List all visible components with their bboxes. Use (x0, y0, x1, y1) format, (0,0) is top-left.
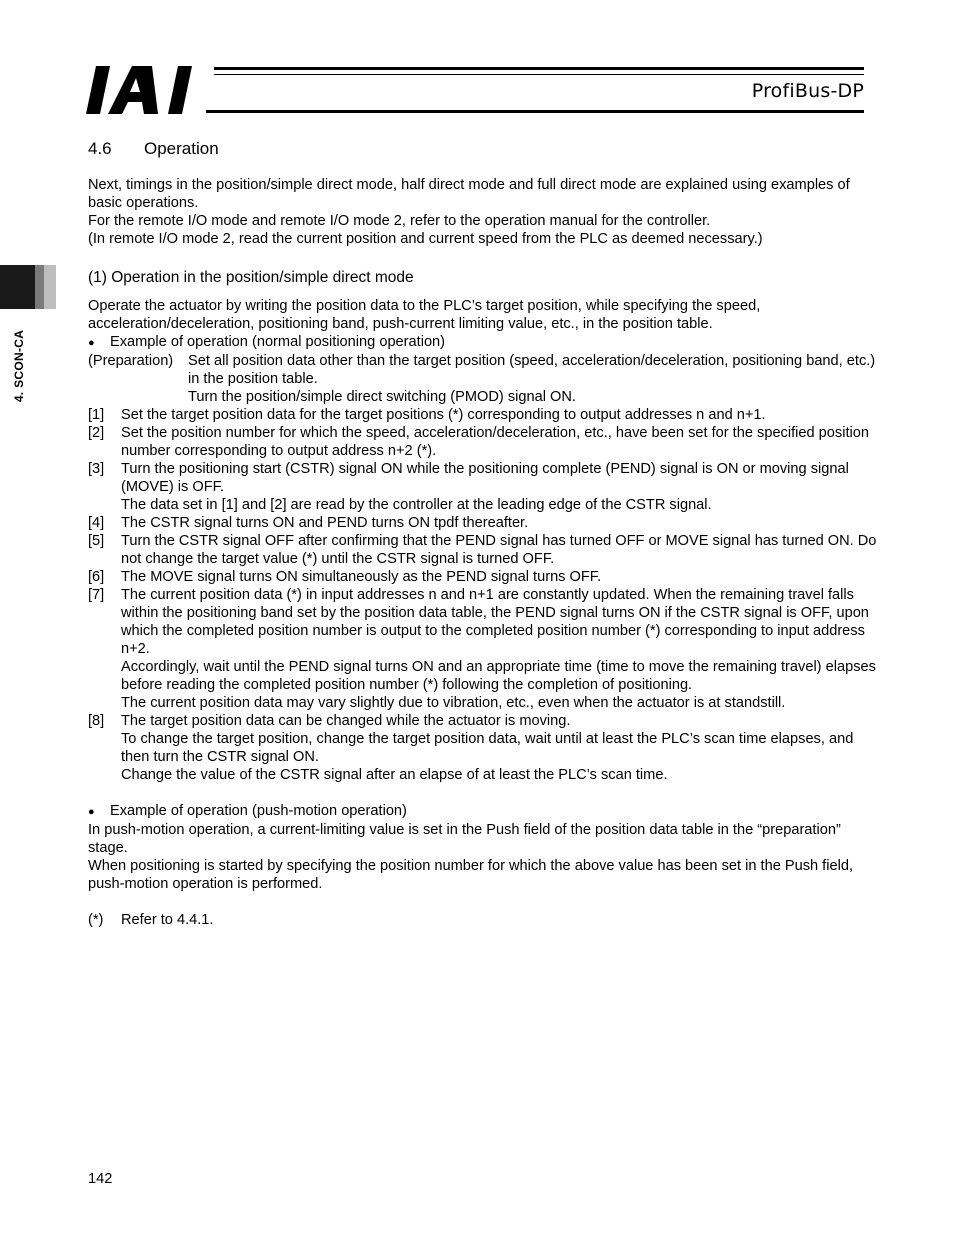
step-item: [7] The current position data (*) in input addresses n and n+1 are constantly updated. When the remaining travel falls within the positioning band set by the position data table, the PEND signal turns ON if the CSTR signal is OFF, upon which the completed position number is output to the completed position number (*) corresponding to input address n+2. Accordingly, wait until the PEND signal turns ON and an appropriate time (time to move the remaining travel) elapses before reading the completed position number (*) following the completion of positioning. The current position data may vary slightly due to vibration, etc., even when the actuator is at standstill. (88, 587, 876, 711)
step-item: [2] Set the position number for which the speed, acceleration/deceleration, etc., have been set for the specified position number corresponding to output address n+2 (*). (88, 425, 869, 459)
side-tab-marker-light (44, 265, 56, 309)
header-rule-top (214, 67, 864, 70)
section-title: Operation (144, 139, 219, 158)
footnote: (*) Refer to 4.4.1. (88, 912, 214, 928)
chapter-side-label: 4. SCON-CA (12, 329, 26, 403)
section-heading (88, 139, 219, 159)
preparation-label: (Preparation) (88, 353, 174, 369)
intro-paragraph-1: Next, timings in the position/simple direct mode, half direct mode and full direct mode are explained using examples of basic operations. (88, 177, 850, 211)
bullet-normal-positioning: ● Example of operation (normal positioning operation) (88, 333, 878, 352)
page-body (88, 176, 878, 929)
push-paragraph-2: When positioning is started by specifying the position number for which the above value has been set in the Push field, push-motion operation is performed. (88, 858, 854, 892)
intro-paragraph-2: For the remote I/O mode and remote I/O mode 2, refer to the operation manual for the controller. (88, 213, 711, 229)
iai-logo (86, 66, 206, 114)
step-item: [8] The target position data can be changed while the actuator is moving. To change the target position, change the target position data, wait until at least the PLC’s scan time elapses, and then turn the CSTR signal ON. Change the value of the CSTR signal after an elapse of at least the PLC’s scan time. (88, 713, 854, 783)
intro-paragraph-3: (In remote I/O mode 2, read the current position and current speed from the PLC as deemed necessary.) (88, 231, 763, 247)
bullet-push-motion: ● Example of operation (push-motion operation) (88, 802, 878, 821)
subsection-paragraph: Operate the actuator by writing the position data to the PLC’s target position, while specifying the speed, acceleration/deceleration, positioning band, push-current limiting value, etc., in the position table. (88, 298, 761, 332)
header-rule-bottom (206, 110, 864, 113)
preparation-block (88, 352, 878, 406)
push-paragraph-1: In push-motion operation, a current-limiting value is set in the Push field of the position data table in the “preparation” stage. (88, 822, 841, 856)
product-name: ProfiBus-DP (751, 80, 864, 102)
subsection-title: (1) Operation in the position/simple direct mode (88, 269, 414, 286)
step-item: [4] The CSTR signal turns ON and PEND turns ON tpdf thereafter. (88, 515, 529, 531)
step-item: [3] Turn the positioning start (CSTR) signal ON while the positioning complete (PEND) signal is ON or moving signal (MOVE) is OFF. The data set in [1] and [2] are read by the controller at the leading edge of the CSTR signal. (88, 461, 849, 513)
preparation-text: Set all position data other than the target position (speed, acceleration/deceleration, positioning band, etc.) in the position table. Turn the position/simple direct switching (PMOD) signal ON. (188, 353, 876, 405)
header-rule-thin (214, 74, 864, 75)
step-item: [5] Turn the CSTR signal OFF after confirming that the PEND signal has turned OFF or MOVE signal has turned ON. Do not change the target value (*) until the CSTR signal is turned OFF. (88, 533, 877, 567)
section-number: 4.6 (88, 139, 112, 158)
step-item: [6] The MOVE signal turns ON simultaneously as the PEND signal turns OFF. (88, 569, 602, 585)
side-tab-marker (0, 265, 35, 309)
step-item: [1] Set the target position data for the target positions (*) corresponding to output addresses n and n+1. (88, 407, 766, 423)
side-tab-marker-mid (35, 265, 44, 309)
page-number: 142 (88, 1171, 113, 1187)
